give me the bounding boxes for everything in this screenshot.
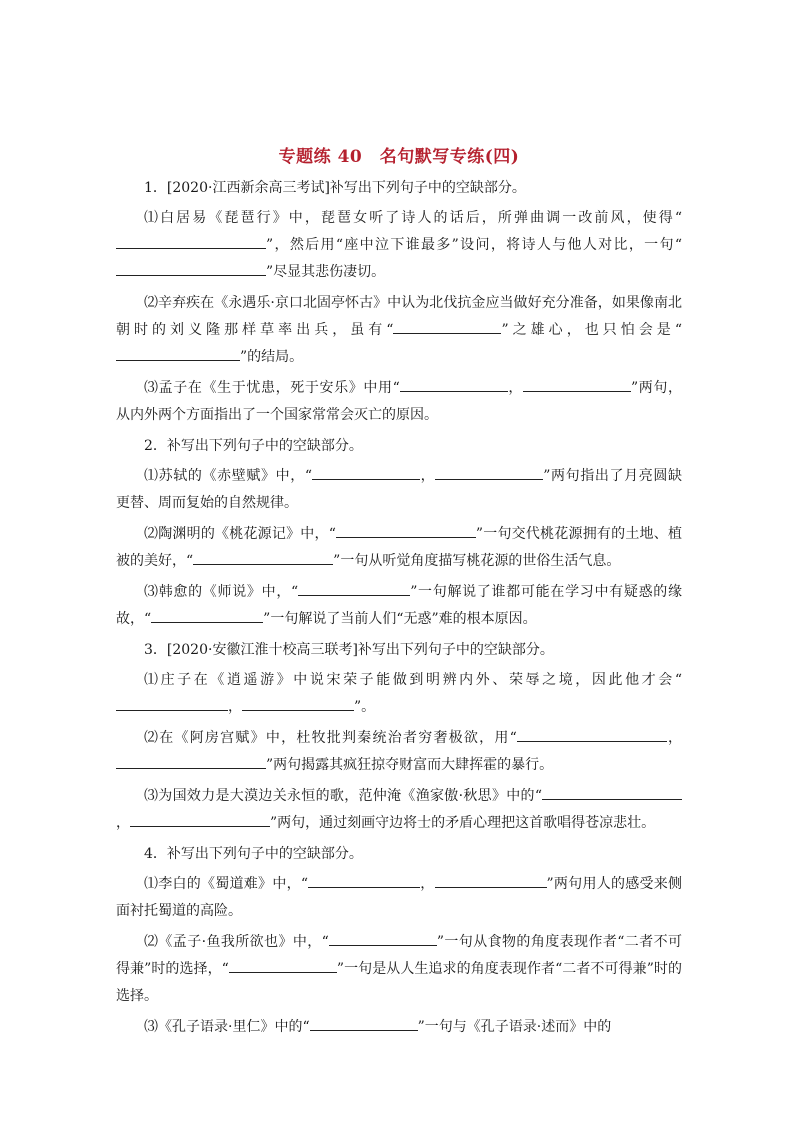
answer-blank[interactable]: [308, 873, 420, 888]
answer-blank[interactable]: [542, 785, 682, 800]
answer-blank[interactable]: [517, 727, 667, 742]
question-1-part-2: ⑵辛弃疾在《永遇乐·京口北固亭怀古》中认为北伐抗金应当做好充分准备，如果像南北朝时的刘义隆那样草率出兵，虽有“ ”之雄心，也只怕会是“”的结局。: [116, 295, 682, 365]
question-3-part-1: ⑴庄子在《逍遥游》中说宋荣子能做到明辨内外、荣辱之境，因此他才会“， ”。: [116, 667, 682, 721]
question-1-part-1: ⑴白居易《琵琶行》中，琵琶女听了诗人的话后，所弹曲调一改前风，使得“”，然后用“座中泣下谁最多”设问，将诗人与他人对比，一句“”尽显其悲伤凄切。: [116, 205, 682, 286]
answer-blank[interactable]: [116, 754, 266, 769]
page-title: 专题练 40 名句默写专练(四): [278, 147, 520, 167]
question-1-heading: 1．[2020·江西新余高三考试]补写出下列句子中的空缺部分。: [144, 180, 526, 196]
question-2-part-1: ⑴苏轼的《赤壁赋》中，“ ， ”两句指出了月亮圆缺更替、周而复始的自然规律。: [116, 463, 682, 517]
question-2-part-3: ⑶韩愈的《师说》中，“ ”一句解说了谁都可能在学习中有疑惑的缘故，“ ”一句解说了当前人们“无惑”难的根本原因。: [116, 579, 682, 633]
answer-blank[interactable]: [336, 523, 476, 538]
answer-blank[interactable]: [298, 581, 410, 596]
question-4-part-3: ⑶《孔子语录·里仁》中的“ ”一句与《孔子语录·述而》中的: [116, 1014, 682, 1041]
answer-blank[interactable]: [193, 550, 333, 565]
answer-blank[interactable]: [310, 1016, 418, 1031]
answer-blank[interactable]: [435, 873, 547, 888]
answer-blank[interactable]: [400, 377, 508, 392]
answer-blank[interactable]: [435, 465, 543, 480]
answer-blank[interactable]: [116, 696, 228, 711]
answer-blank[interactable]: [329, 931, 437, 946]
answer-blank[interactable]: [116, 261, 266, 276]
answer-blank[interactable]: [312, 465, 420, 480]
question-4-heading: 4．补写出下列句子中的空缺部分。: [144, 846, 363, 862]
answer-blank[interactable]: [151, 608, 263, 623]
question-3-part-3: ⑶为国效力是大漠边关永恒的歌，范仲淹《渔家傲·秋思》中的“， ”两句，通过刻画守边将士的矛盾心理把这首歌唱得苍凉悲壮。: [116, 783, 682, 837]
answer-blank[interactable]: [130, 812, 270, 827]
answer-blank[interactable]: [229, 958, 337, 973]
question-4-part-1: ⑴李白的《蜀道难》中，“ ， ”两句用人的感受来侧面衬托蜀道的高险。: [116, 871, 682, 925]
answer-blank[interactable]: [242, 696, 354, 711]
answer-blank[interactable]: [116, 234, 266, 249]
question-2-heading: 2．补写出下列句子中的空缺部分。: [144, 438, 363, 454]
answer-blank[interactable]: [523, 377, 631, 392]
question-1-part-3: ⑶孟子在《生于忧患，死于安乐》中用“ ， ”两句，从内外两个方面指出了一个国家常常会灭亡的原因。: [116, 375, 682, 429]
question-4-part-2: ⑵《孟子·鱼我所欲也》中，“ ”一句从食物的角度表现作者“二者不可得兼”时的选择，“ ”一句是从人生追求的角度表现作者“二者不可得兼”时的选择。: [116, 929, 682, 1010]
question-3-heading: 3．[2020·安徽江淮十校高三联考]补写出下列句子中的空缺部分。: [144, 642, 554, 658]
answer-blank[interactable]: [116, 346, 240, 361]
answer-blank[interactable]: [393, 319, 501, 334]
question-3-part-2: ⑵在《阿房宫赋》中，杜牧批判秦统治者穷奢极欲，用“ ，”两句揭露其疯狂掠夺财富而大肆挥霍的暴行。: [116, 725, 682, 779]
question-2-part-2: ⑵陶渊明的《桃花源记》中，“ ”一句交代桃花源拥有的土地、植被的美好，“ ”一句从听觉角度描写桃花源的世俗生活气息。: [116, 521, 682, 575]
